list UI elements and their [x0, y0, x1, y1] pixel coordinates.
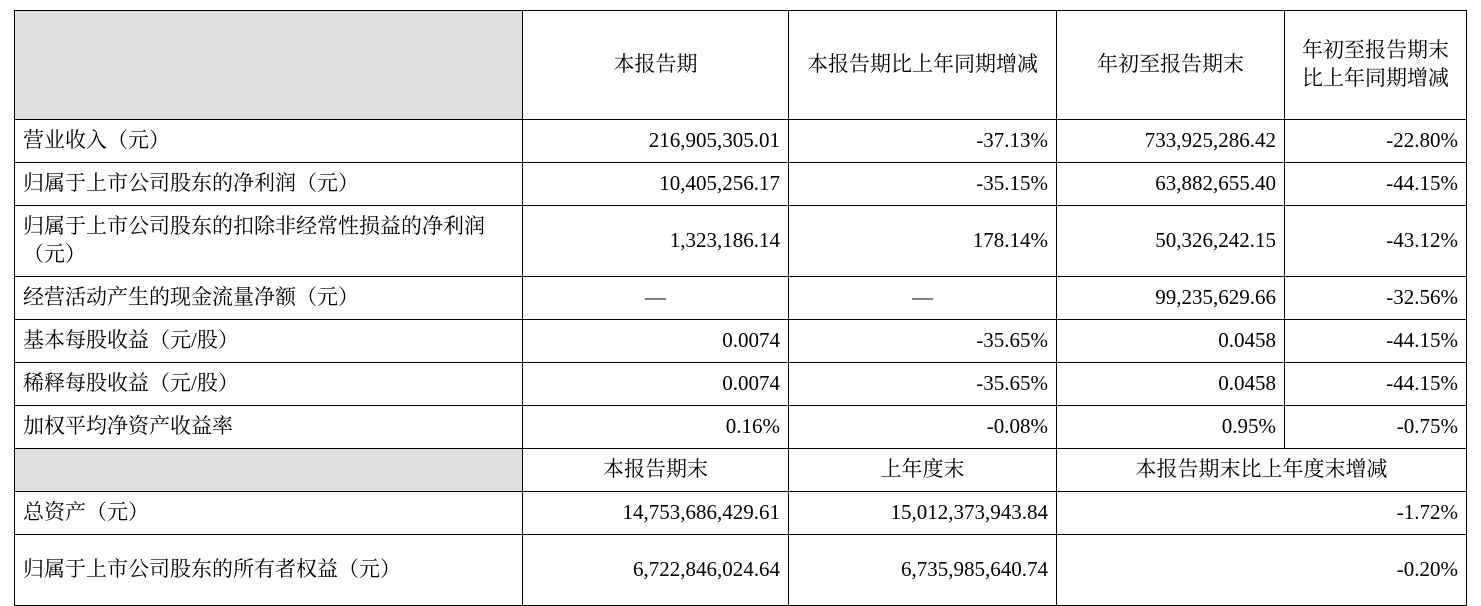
- financial-summary-table: [14, 10, 1467, 606]
- cell-roe-current: 0.16%: [523, 406, 789, 449]
- header-col-current-period-yoy: 本报告期比上年同期增减: [789, 11, 1057, 120]
- subheader-col-prior-year-end: 上年度末: [789, 449, 1057, 492]
- cell-revenue-current-yoy: -37.13%: [789, 120, 1057, 163]
- table-row: [15, 206, 1467, 277]
- row-label-basic-eps: 基本每股收益（元/股）: [15, 320, 523, 363]
- cell-diluted-eps-current-yoy: -35.65%: [789, 363, 1057, 406]
- header-col-current-period: 本报告期: [523, 11, 789, 120]
- table-row: [15, 320, 1467, 363]
- cell-diluted-eps-ytd-yoy: -44.15%: [1285, 363, 1467, 406]
- row-label-total-assets: 总资产（元）: [15, 492, 523, 535]
- cell-total-assets-period-end: 14,753,686,429.61: [523, 492, 789, 535]
- table-row: [15, 492, 1467, 535]
- table-subheader-row: [15, 449, 1467, 492]
- cell-net-profit-deducted-ytd-yoy: -43.12%: [1285, 206, 1467, 277]
- cell-basic-eps-ytd: 0.0458: [1057, 320, 1285, 363]
- cell-revenue-ytd: 733,925,286.42: [1057, 120, 1285, 163]
- table-row: [15, 406, 1467, 449]
- cell-equity-period-end: 6,722,846,024.64: [523, 535, 789, 606]
- cell-basic-eps-current: 0.0074: [523, 320, 789, 363]
- cell-net-profit-current: 10,405,256.17: [523, 163, 789, 206]
- cell-operating-cashflow-current: —: [523, 277, 789, 320]
- table-header-row: [15, 11, 1467, 120]
- header-col-ytd: 年初至报告期末: [1057, 11, 1285, 120]
- header-col-ytd-yoy: 年初至报告期末比上年同期增减: [1285, 11, 1467, 120]
- cell-revenue-current: 216,905,305.01: [523, 120, 789, 163]
- cell-total-assets-prior-year-end: 15,012,373,943.84: [789, 492, 1057, 535]
- table-row: [15, 363, 1467, 406]
- cell-net-profit-ytd-yoy: -44.15%: [1285, 163, 1467, 206]
- row-label-revenue: 营业收入（元）: [15, 120, 523, 163]
- header-corner-cell: [15, 11, 523, 120]
- cell-basic-eps-ytd-yoy: -44.15%: [1285, 320, 1467, 363]
- cell-net-profit-ytd: 63,882,655.40: [1057, 163, 1285, 206]
- row-label-roe: 加权平均净资产收益率: [15, 406, 523, 449]
- row-label-equity: 归属于上市公司股东的所有者权益（元）: [15, 535, 523, 606]
- subheader-col-period-end: 本报告期末: [523, 449, 789, 492]
- cell-equity-change: -0.20%: [1057, 535, 1467, 606]
- cell-basic-eps-current-yoy: -35.65%: [789, 320, 1057, 363]
- row-label-diluted-eps: 稀释每股收益（元/股）: [15, 363, 523, 406]
- cell-diluted-eps-ytd: 0.0458: [1057, 363, 1285, 406]
- subheader-col-change: 本报告期末比上年度末增减: [1057, 449, 1467, 492]
- table-row: [15, 535, 1467, 606]
- cell-roe-ytd: 0.95%: [1057, 406, 1285, 449]
- cell-revenue-ytd-yoy: -22.80%: [1285, 120, 1467, 163]
- table-row: [15, 163, 1467, 206]
- row-label-operating-cashflow: 经营活动产生的现金流量净额（元）: [15, 277, 523, 320]
- subheader-corner-cell: [15, 449, 523, 492]
- cell-total-assets-change: -1.72%: [1057, 492, 1467, 535]
- cell-operating-cashflow-current-yoy: —: [789, 277, 1057, 320]
- cell-roe-current-yoy: -0.08%: [789, 406, 1057, 449]
- table-row: [15, 277, 1467, 320]
- row-label-net-profit: 归属于上市公司股东的净利润（元）: [15, 163, 523, 206]
- cell-net-profit-deducted-ytd: 50,326,242.15: [1057, 206, 1285, 277]
- cell-net-profit-deducted-current: 1,323,186.14: [523, 206, 789, 277]
- cell-net-profit-deducted-current-yoy: 178.14%: [789, 206, 1057, 277]
- cell-equity-prior-year-end: 6,735,985,640.74: [789, 535, 1057, 606]
- row-label-net-profit-deducted: 归属于上市公司股东的扣除非经常性损益的净利润（元）: [15, 206, 523, 277]
- cell-net-profit-current-yoy: -35.15%: [789, 163, 1057, 206]
- table-row: [15, 120, 1467, 163]
- cell-roe-ytd-yoy: -0.75%: [1285, 406, 1467, 449]
- cell-diluted-eps-current: 0.0074: [523, 363, 789, 406]
- cell-operating-cashflow-ytd-yoy: -32.56%: [1285, 277, 1467, 320]
- cell-operating-cashflow-ytd: 99,235,629.66: [1057, 277, 1285, 320]
